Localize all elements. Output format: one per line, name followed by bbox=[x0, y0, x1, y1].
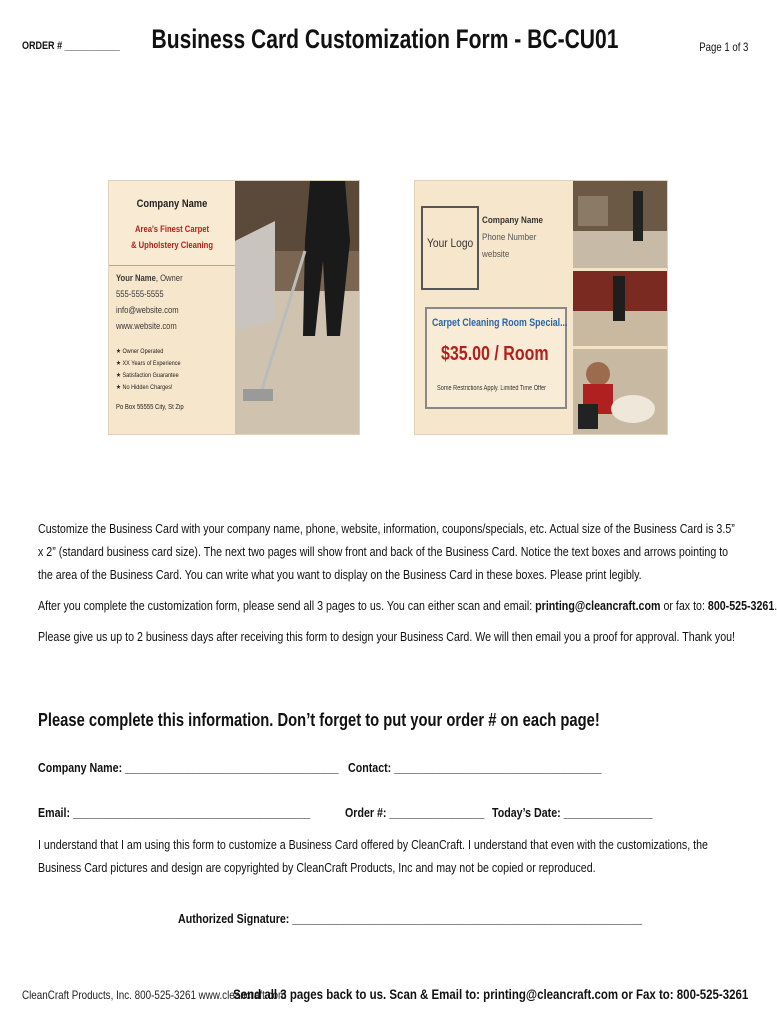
company-name-field[interactable]: Company Name: ____________________________________ bbox=[38, 760, 339, 775]
footer-return-instructions: Send all 3 pages back to us. Scan & Email to: printing@cleancraft.com or Fax to: 800-525-3261 bbox=[232, 986, 748, 1002]
page-number: Page 1 of 3 bbox=[698, 40, 748, 54]
business-card-front bbox=[108, 180, 360, 435]
todays-date-field[interactable]: Today’s Date: _______________ bbox=[492, 805, 653, 820]
card-front-your-name: Your Name bbox=[116, 273, 156, 283]
contact-field[interactable]: Contact: ___________________________________ bbox=[348, 760, 602, 775]
card-front-tagline-1: Area's Finest Carpet bbox=[134, 224, 210, 234]
card-front-address: Po Box 55555 City, St Zip bbox=[116, 404, 184, 411]
card-front-bullet: ★ No Hidden Charges! bbox=[116, 384, 173, 391]
living-room-photo bbox=[573, 181, 667, 268]
form-heading: Please complete this information. Don’t forget to put your order # on each page! bbox=[38, 710, 600, 730]
card-back-company-name: Company Name bbox=[482, 215, 544, 226]
card-front-text-panel bbox=[109, 181, 235, 434]
card-front-phone: 555-555-5555 bbox=[116, 289, 164, 299]
card-back-website: website bbox=[482, 249, 510, 260]
email-field[interactable]: Email: ________________________________________ bbox=[38, 805, 311, 820]
footer-company-info: CleanCraft Products, Inc. 800-525-3261 www.cleancraft.com bbox=[22, 988, 287, 1002]
authorized-signature-field[interactable]: Authorized Signature: ___________________________________________________________ bbox=[178, 911, 643, 926]
card-back-text-panel bbox=[415, 181, 573, 434]
intro-paragraph: Customize the Business Card with your company name, phone, website, information, coupons/specials, etc. Actual size of the Business Card is 3.5” x 2” (standard business card size). The next two pages will show front and back of the Business Card. Notice the text boxes and arrows pointing to the area of the Business Card. You can write what you want to display on the Business Card in these boxes. Please print legibly. bbox=[38, 521, 735, 582]
family-dog-photo bbox=[573, 349, 667, 434]
send-instructions-end: . bbox=[774, 598, 777, 613]
card-front-bullet: ★ XX Years of Experience bbox=[116, 360, 181, 367]
card-front-email: info@website.com bbox=[116, 305, 179, 315]
special-offer-box bbox=[425, 307, 567, 409]
special-offer-title: Carpet Cleaning Room Special... bbox=[432, 317, 568, 329]
copyright-agreement: I understand that I am using this form to customize a Business Card offered by CleanCraft. I understand that even with the customizations, the Business Card pictures and design are copyrighted by CleanCraft Products, Inc and may not be copied or reproduced. bbox=[38, 837, 708, 875]
carpet-cleaning-photo bbox=[235, 181, 359, 434]
card-front-tagline-2: & Upholstery Cleaning bbox=[130, 240, 214, 250]
page-title: Business Card Customization Form - BC-CU01 bbox=[151, 24, 619, 54]
logo-placeholder-text: Your Logo bbox=[427, 236, 474, 250]
email-link[interactable]: printing@cleancraft.com bbox=[535, 598, 661, 613]
fax-prefix: or fax to: bbox=[660, 598, 708, 613]
red-room-photo bbox=[573, 271, 667, 346]
order-number-label: ORDER # ___________ bbox=[22, 40, 120, 52]
card-front-header bbox=[109, 181, 235, 266]
card-front-website: www.website.com bbox=[116, 321, 177, 331]
card-front-bullet: ★ Satisfaction Guarantee bbox=[116, 372, 179, 379]
card-back-photos bbox=[573, 181, 667, 434]
send-instructions bbox=[38, 594, 777, 617]
card-front-name-line bbox=[116, 273, 183, 283]
logo-placeholder bbox=[421, 206, 479, 290]
card-front-bullet: ★ Owner Operated bbox=[116, 348, 164, 355]
card-front-company-name: Company Name bbox=[136, 198, 208, 210]
special-offer-price: $35.00 / Room bbox=[441, 343, 549, 365]
card-front-owner: , Owner bbox=[155, 273, 183, 283]
order-number-field[interactable]: Order #: ________________ bbox=[345, 805, 485, 820]
special-offer-restrictions: Some Restrictions Apply. Limited Time Offer bbox=[437, 385, 547, 392]
send-instructions-text: After you complete the customization form, please send all 3 pages to us. You can either scan and email: bbox=[38, 598, 536, 613]
business-card-back bbox=[414, 180, 668, 435]
fax-number: 800-525-3261 bbox=[707, 598, 775, 613]
card-back-phone: Phone Number bbox=[482, 232, 537, 243]
turnaround-note: Please give us up to 2 business days after receiving this form to design your Business Card. We will then email you a proof for approval. Thank you! bbox=[38, 629, 736, 644]
